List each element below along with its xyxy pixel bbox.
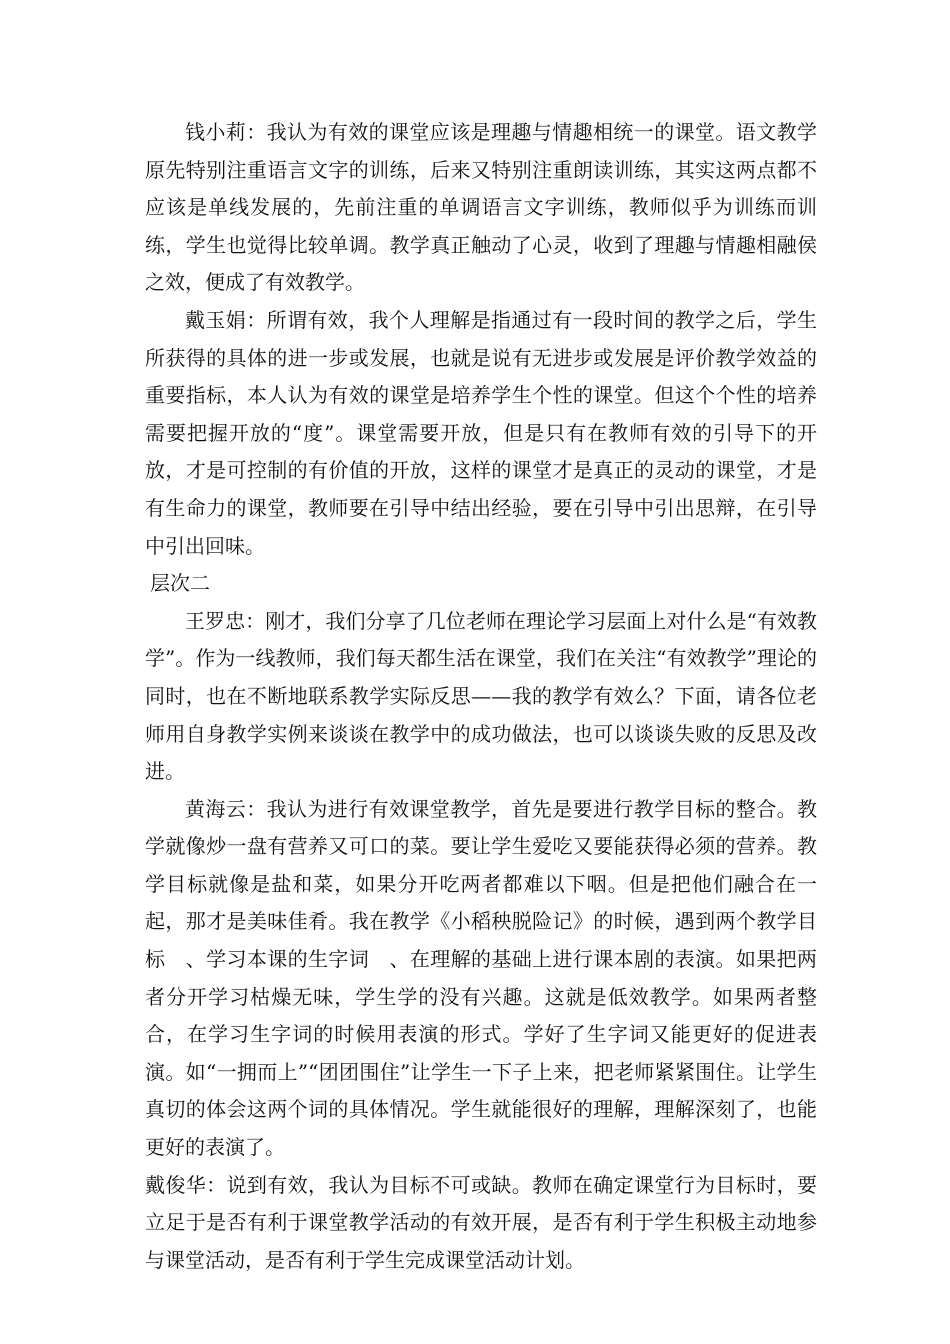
paragraph-wang-luozhong: 王罗忠：刚才，我们分享了几位老师在理论学习层面上对什么是“有效教学”。作为一线教师，我们每天都生活在课堂，我们在关注“有效教学”理论的同时，也在不断地联系教学实际反思——我的教学有效么？下面，请各位老师用自身教学实例来谈谈在教学中的成功做法，也可以谈谈失败的反思及改进。 [145,608,817,784]
section-heading-level-two: 层次二 [150,571,210,596]
paragraph-dai-yujuan: 戴玉娟：所谓有效，我个人理解是指通过有一段时间的教学之后，学生所获得的具体的进一步或发展，也就是说有无进步或发展是评价教学效益的重要指标，本人认为有效的课堂是培养学生个性的课堂。但这个个性的培养需要把握开放的“度”。课堂需要开放，但是只有在教师有效的引导下的开放，才是可控制的有价值的开放，这样的课堂才是真正的灵动的课堂，才是有生命力的课堂，教师要在引导中结出经验，要在引导中引出思辩，在引导中引出回味。 [145,307,817,558]
paragraph-huang-haiyun: 黄海云：我认为进行有效课堂教学，首先是要进行教学目标的整合。教学就像炒一盘有营养又可口的菜。要让学生爱吃又要能获得必须的营养。教学目标就像是盐和菜，如果分开吃两者都难以下咽。但是把他们融合在一起，那才是美味佳肴。我在教学《小稻秧脱险记》的时候，遇到两个教学目标 、学习本课的生字词 、在理解的基础上进行课本剧的表演。如果把两者分开学习枯燥无味，学生学的没有兴趣。这就是低效教学。如果两者整合，在学习生字词的时候用表演的形式。学好了生字词又能更好的促进表演。如“一拥而上”“团团围住”让学生一下子上来，把老师紧紧围住。让学生真切的体会这两个词的具体情况。学生就能很好的理解，理解深刻了，也能更好的表演了。 [145,796,817,1160]
paragraph-qian-xiaoli: 钱小莉：我认为有效的课堂应该是理趣与情趣相统一的课堂。语文教学原先特别注重语言文字的训练，后来又特别注重朗读训练，其实这两点都不应该是单线发展的，先前注重的单调语言文字训练，教师似乎为训练而训练，学生也觉得比较单调。教学真正触动了心灵，收到了理趣与情趣相融侯之效，便成了有效教学。 [145,120,817,295]
paragraph-dai-junhua: 戴俊华：说到有效，我认为目标不可或缺。教师在确定课堂行为目标时，要立足于是否有利于课堂教学活动的有效开展，是否有利于学生积极主动地参与课堂活动，是否有利于学生完成课堂活动计划。 [145,1172,817,1272]
document-body [145,114,817,1279]
